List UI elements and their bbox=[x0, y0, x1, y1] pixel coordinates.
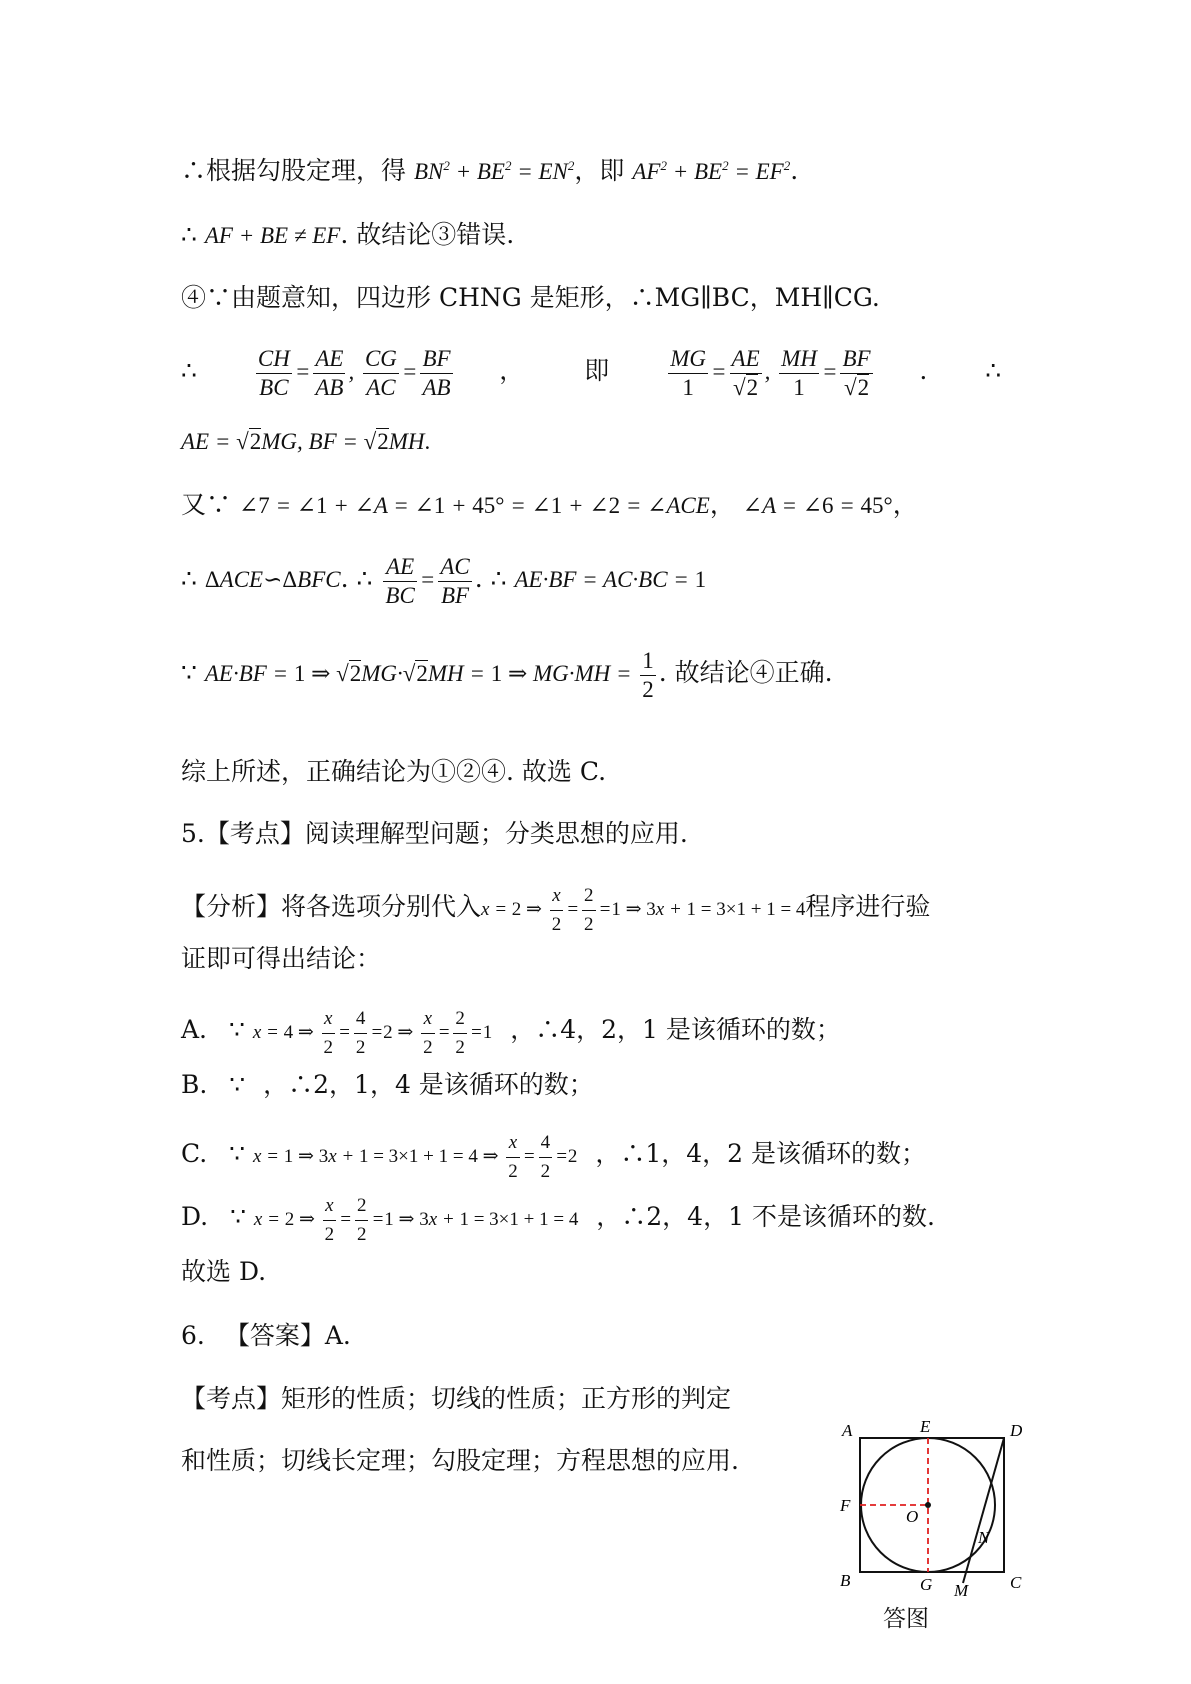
math-formula: ∠7 = ∠1 + ∠A = ∠1 + 45° = ∠1 + ∠2 = ∠ACE bbox=[238, 493, 710, 518]
text-line bbox=[181, 647, 833, 704]
label-a: A bbox=[842, 1421, 853, 1440]
label-o: O bbox=[906, 1507, 919, 1526]
line-text: 即 bbox=[584, 355, 610, 385]
math-formula: $\frac{AE}{BC}$ = $\frac{AC}{BF}$ bbox=[385, 554, 470, 608]
math-formula: x = 4 ⇒ $\frac{x}{2}$ = $\frac{4}{2}$ =2 ⇒ $\frac{x}{2}$ = $\frac{2}{2}$ =1 bbox=[253, 1022, 492, 1043]
line-text: 【考点】矩形的性质；切线的性质；正方形的判定 bbox=[181, 1384, 732, 1413]
line-text: 5.【考点】阅读理解型问题；分类思想的应用. bbox=[181, 819, 688, 848]
line-text: ， bbox=[709, 490, 735, 519]
label-f: F bbox=[840, 1496, 851, 1515]
math-formula: x = 2 ⇒ $\frac{x}{2}$ = $\frac{2}{2}$ =1 ⇒ 3x + 1 = 3×1 + 1 = 4 bbox=[254, 1209, 578, 1230]
text-line bbox=[181, 942, 381, 976]
option-label: C. bbox=[181, 1138, 208, 1168]
line-text: ∵ bbox=[228, 1014, 245, 1044]
text-line bbox=[181, 553, 706, 610]
line-text: . 故结论④正确. bbox=[658, 657, 833, 687]
line-text: . ∴ bbox=[474, 563, 507, 593]
line-text: ， bbox=[499, 355, 525, 385]
line-text: 程序进行验 bbox=[805, 891, 931, 921]
math-formula: x = 2 ⇒ $\frac{x}{2}$ = $\frac{2}{2}$ =1 ⇒ 3x + 1 = 3×1 + 1 = 4 bbox=[481, 899, 805, 920]
line-text: 和性质；切线长定理；勾股定理；方程思想的应用. bbox=[181, 1446, 739, 1475]
text-line bbox=[181, 218, 514, 253]
option-label: D. bbox=[181, 1201, 209, 1231]
line-text: ∵ bbox=[229, 1070, 246, 1099]
label-c: C bbox=[1010, 1573, 1022, 1592]
label-g: G bbox=[920, 1575, 933, 1594]
math-formula: AE = √2MG, BF = √2MH. bbox=[181, 429, 431, 454]
line-text: ，∴1，4，2 是该循环的数； bbox=[595, 1138, 927, 1168]
line-text: 故选 D. bbox=[181, 1257, 267, 1286]
option-label: B. bbox=[181, 1070, 208, 1099]
label-n: N bbox=[978, 1528, 990, 1547]
line-text: ∵ bbox=[181, 657, 197, 687]
figure-caption: 答图 bbox=[883, 1606, 929, 1632]
line-text: . bbox=[790, 156, 799, 185]
line-text: 6. bbox=[181, 1321, 205, 1350]
label-d: D bbox=[1010, 1421, 1023, 1440]
text-line bbox=[181, 1005, 841, 1062]
line-text: ∴ bbox=[181, 220, 197, 249]
math-formula: AE·BF = 1 ⇒ √2MG·√2MH = 1 ⇒ MG·MH = $\frac{1}{2}$ bbox=[204, 648, 654, 702]
math-formula: ∠A = ∠6 = 45° bbox=[742, 493, 893, 518]
math-formula: x = 1 ⇒ 3x + 1 = 3×1 + 1 = 4 ⇒ $\frac{x}{2}$ = $\frac{4}{2}$ =2 bbox=[253, 1146, 577, 1167]
math-formula: AE·BF = AC·BC = 1 bbox=[514, 566, 707, 592]
math-formula: $\frac{MG}{1}$ = $\frac{AE}{√2}$ , $\frac{MH}{1}$ = $\frac{BF}{√2}$ bbox=[670, 346, 871, 400]
text-line bbox=[181, 882, 930, 939]
line-text: . bbox=[919, 355, 928, 385]
line-text: ∴ bbox=[985, 355, 1002, 385]
text-line bbox=[181, 755, 606, 789]
text-line bbox=[181, 154, 798, 189]
label-b: B bbox=[840, 1571, 851, 1590]
text-line bbox=[181, 1444, 739, 1478]
math-formula: $\frac{CH}{BC}$ = $\frac{AE}{AB}$ , $\frac{CG}{AC}$ = $\frac{BF}{AB}$ bbox=[257, 346, 451, 400]
line-text: ∵ bbox=[230, 1201, 246, 1231]
line-text: ， bbox=[892, 490, 918, 519]
tangent-line-dm bbox=[963, 1438, 1004, 1583]
line-text: ∴根据勾股定理，得 bbox=[181, 156, 407, 185]
geometry-figure bbox=[830, 1418, 1030, 1598]
math-formula: ΔACE∽ΔBFC bbox=[204, 566, 341, 592]
text-line bbox=[181, 1192, 935, 1249]
line-text: 综上所述，正确结论为①②④. 故选 C. bbox=[181, 757, 607, 786]
text-line bbox=[181, 488, 918, 523]
line-text: ∵ bbox=[229, 1138, 246, 1168]
line-text: 证即可得出结论： bbox=[181, 944, 382, 973]
math-formula: $BN^2 + BE^2 = EN^2$ bbox=[413, 158, 575, 184]
text-line bbox=[181, 345, 1001, 402]
text-line bbox=[181, 1319, 351, 1353]
line-text: 【答案】A. bbox=[224, 1321, 351, 1350]
line-text: ④∵由题意知，四边形 CHNG 是矩形，∴MG∥BC，MH∥CG. bbox=[181, 283, 880, 312]
line-text: ，∴2，1，4 是该循环的数； bbox=[263, 1070, 594, 1099]
center-point bbox=[925, 1502, 931, 1508]
text-line bbox=[181, 424, 430, 459]
text-line bbox=[181, 1068, 594, 1102]
line-text: 又∵ bbox=[181, 490, 232, 519]
line-text: ，即 bbox=[574, 156, 625, 185]
math-formula: AF + BE ≠ EF bbox=[204, 223, 341, 248]
label-m: M bbox=[954, 1581, 969, 1598]
label-e: E bbox=[920, 1418, 931, 1436]
text-line bbox=[181, 817, 688, 851]
text-line bbox=[181, 1255, 266, 1289]
text-line bbox=[181, 1129, 926, 1186]
line-text: 【分析】将各选项分别代入 bbox=[181, 891, 482, 921]
text-line bbox=[181, 281, 880, 315]
line-text: ，∴4，2，1 是该循环的数； bbox=[510, 1014, 841, 1044]
option-label: A. bbox=[181, 1014, 208, 1044]
line-text: ，∴2，4，1 不是该循环的数. bbox=[596, 1201, 935, 1231]
line-text: . ∴ bbox=[340, 563, 373, 593]
math-formula: $AF^2 + BE^2 = EF^2$ bbox=[632, 158, 791, 184]
text-line bbox=[181, 1382, 731, 1416]
line-text: ∴ bbox=[181, 355, 197, 385]
line-text: . 故结论③错误. bbox=[340, 220, 515, 249]
line-text: ∴ bbox=[181, 563, 197, 593]
